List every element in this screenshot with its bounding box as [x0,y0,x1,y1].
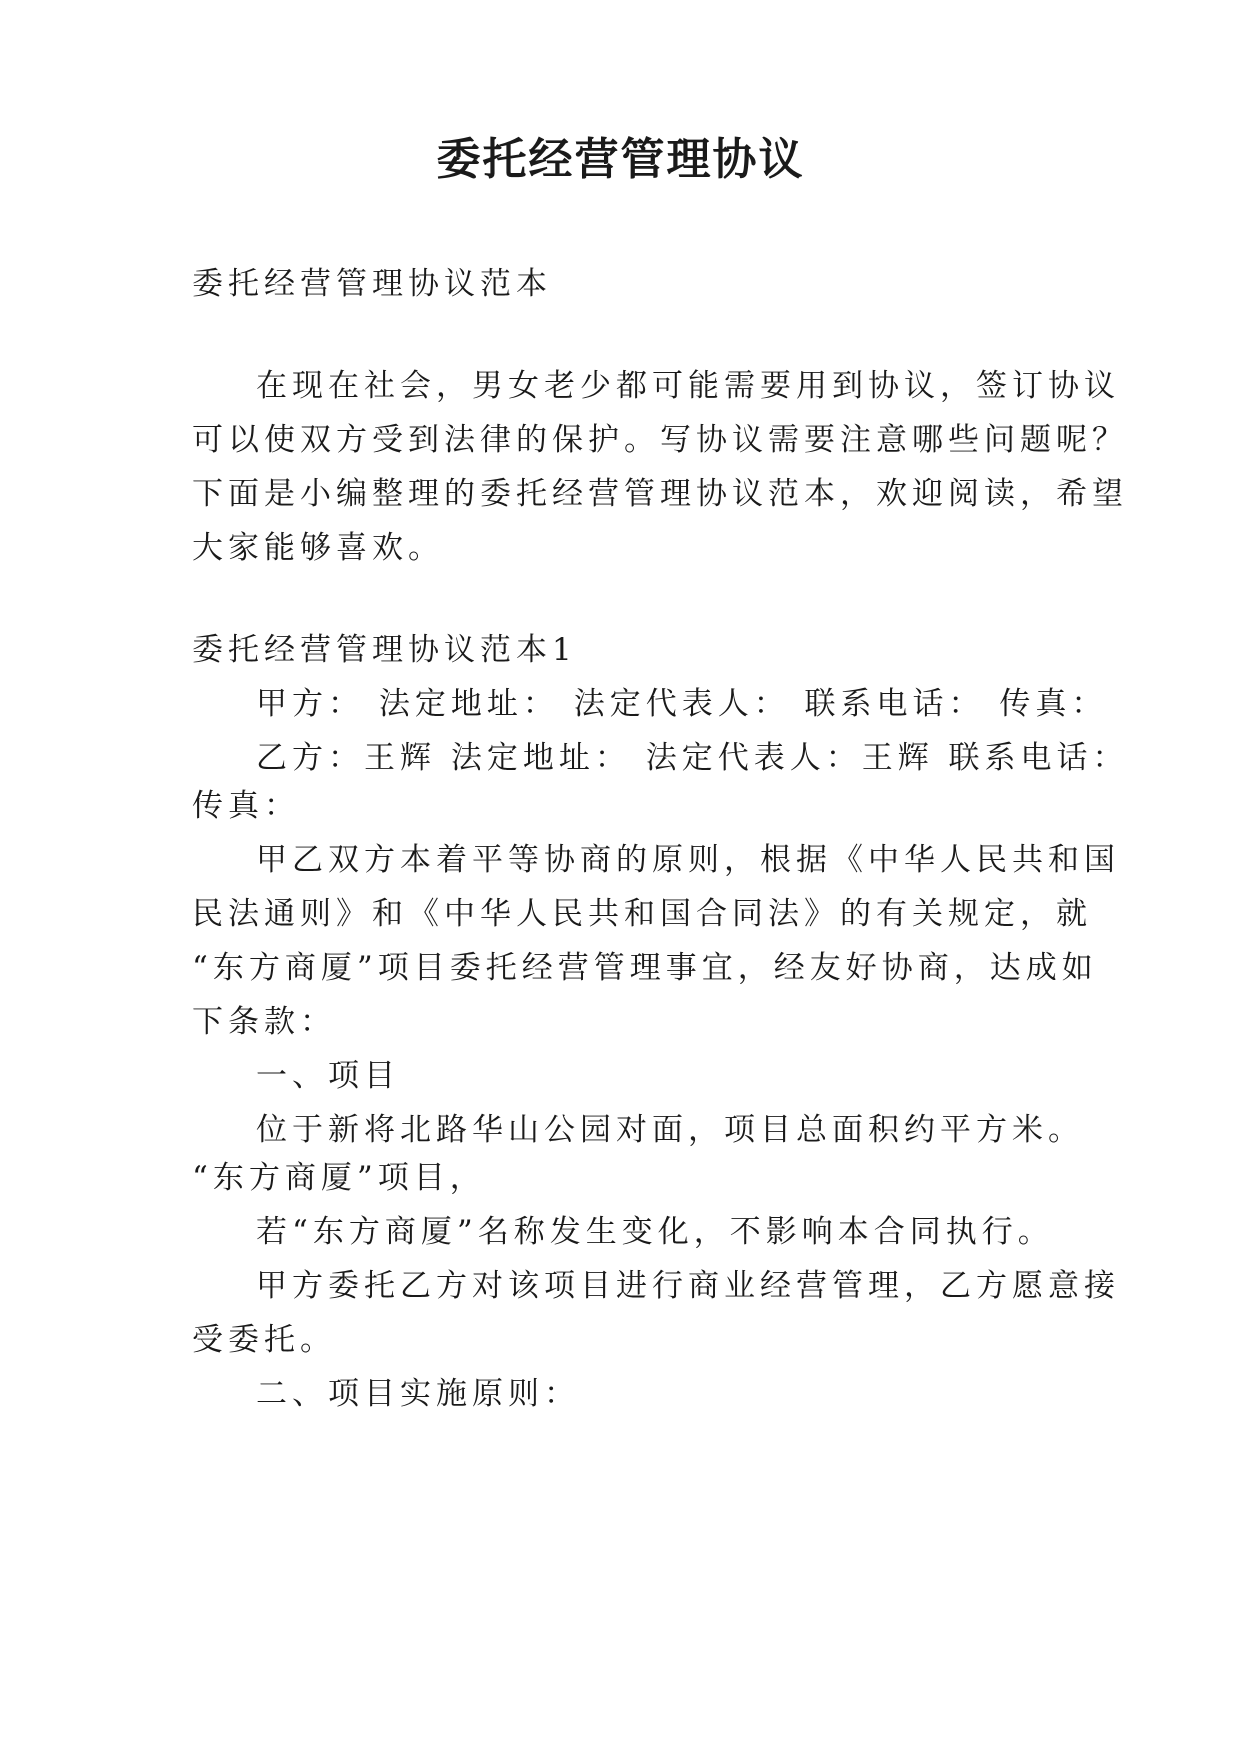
intro-line-1: 在现在社会，男女老少都可能需要用到协议，签订协议 [256,368,1120,404]
preamble-line-3: “东方商厦”项目委托经营管理事宜，经友好协商，达成如 [192,950,1098,986]
intro-line-3: 下面是小编整理的委托经营管理协议范本，欢迎阅读，希望 [192,476,1128,512]
party-a-line: 甲方： 法定地址： 法定代表人： 联系电话： 传真： [256,686,1108,722]
document-title: 委托经营管理协议 [436,134,805,185]
intro-line-2: 可以使双方受到法律的保护。写协议需要注意哪些问题呢？ [192,422,1128,458]
clause-1-line-4: 甲方委托乙方对该项目进行商业经营管理，乙方愿意接 [256,1268,1120,1304]
clause-1-heading: 一、项目 [256,1058,400,1094]
clause-1-line-3: 若“东方商厦”名称发生变化，不影响本合同执行。 [256,1214,1054,1250]
preamble-line-2: 民法通则》和《中华人民共和国合同法》的有关规定，就 [192,896,1092,932]
preamble-line-4: 下条款： [192,1004,336,1040]
intro-line-4: 大家能够喜欢。 [192,530,444,566]
clause-1-line-1: 位于新将北路华山公园对面，项目总面积约平方米。 [256,1112,1084,1148]
party-b-line: 乙方：王辉 法定地址： 法定代表人：王辉 联系电话： [256,740,1129,776]
clause-2-heading: 二、项目实施原则： [256,1376,580,1412]
subtitle-line: 委托经营管理协议范本 [192,266,552,302]
party-b-fax-line: 传真： [192,788,300,824]
clause-1-line-2: “东方商厦”项目， [192,1160,486,1196]
clause-1-line-5: 受委托。 [192,1322,336,1358]
section-heading: 委托经营管理协议范本1 [192,632,577,668]
preamble-line-1: 甲乙双方本着平等协商的原则，根据《中华人民共和国 [256,842,1120,878]
